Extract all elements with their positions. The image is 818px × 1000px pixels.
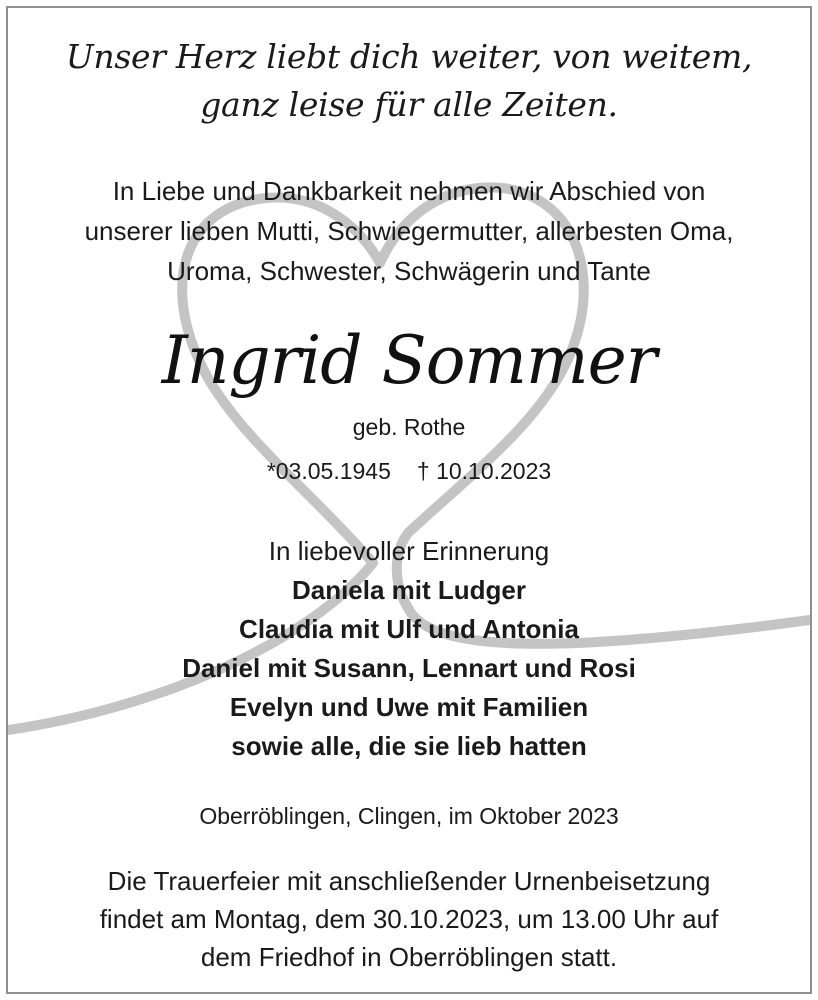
memory-heading: In liebevoller Erinnerung xyxy=(268,536,550,566)
intro-line-3: Uroma, Schwester, Schwägerin und Tante xyxy=(167,256,651,286)
ceremony-line-2: findet am Montag, dem 30.10.2023, um 13.00 Uhr auf xyxy=(99,904,719,934)
mourner-4: Evelyn und Uwe mit Familien xyxy=(229,692,589,722)
intro-line-1: In Liebe und Dankbarkeit nehmen wir Abschied von xyxy=(112,176,706,206)
ceremony-line-1: Die Trauerfeier mit anschließender Urnenbeisetzung xyxy=(107,866,711,896)
motto-line-1: Unser Herz liebt dich weiter, von weitem, xyxy=(65,37,753,76)
birth-date: *03.05.1945 xyxy=(266,458,391,484)
mourner-1: Daniela mit Ludger xyxy=(291,575,527,605)
maiden-name: geb. Rothe xyxy=(352,414,466,440)
mourner-3: Daniel mit Susann, Lennart und Rosi xyxy=(182,653,636,683)
motto-line-2: ganz leise für alle Zeiten. xyxy=(200,85,618,124)
mourner-5: sowie alle, die sie lieb hatten xyxy=(231,731,587,761)
mourner-2: Claudia mit Ulf und Antonia xyxy=(239,614,579,644)
life-dates xyxy=(8,460,810,483)
place-date: Oberröblingen, Clingen, im Oktober 2023 xyxy=(199,803,619,829)
obituary-frame xyxy=(6,6,812,994)
ceremony-line-3: dem Friedhof in Oberröblingen statt. xyxy=(200,942,618,972)
intro-line-2: unserer lieben Mutti, Schwiegermutter, allerbesten Oma, xyxy=(84,216,734,246)
death-date: † 10.10.2023 xyxy=(416,458,552,484)
deceased-name: Ingrid Sommer xyxy=(161,322,657,399)
heart-ribbon-graphic xyxy=(8,8,810,992)
